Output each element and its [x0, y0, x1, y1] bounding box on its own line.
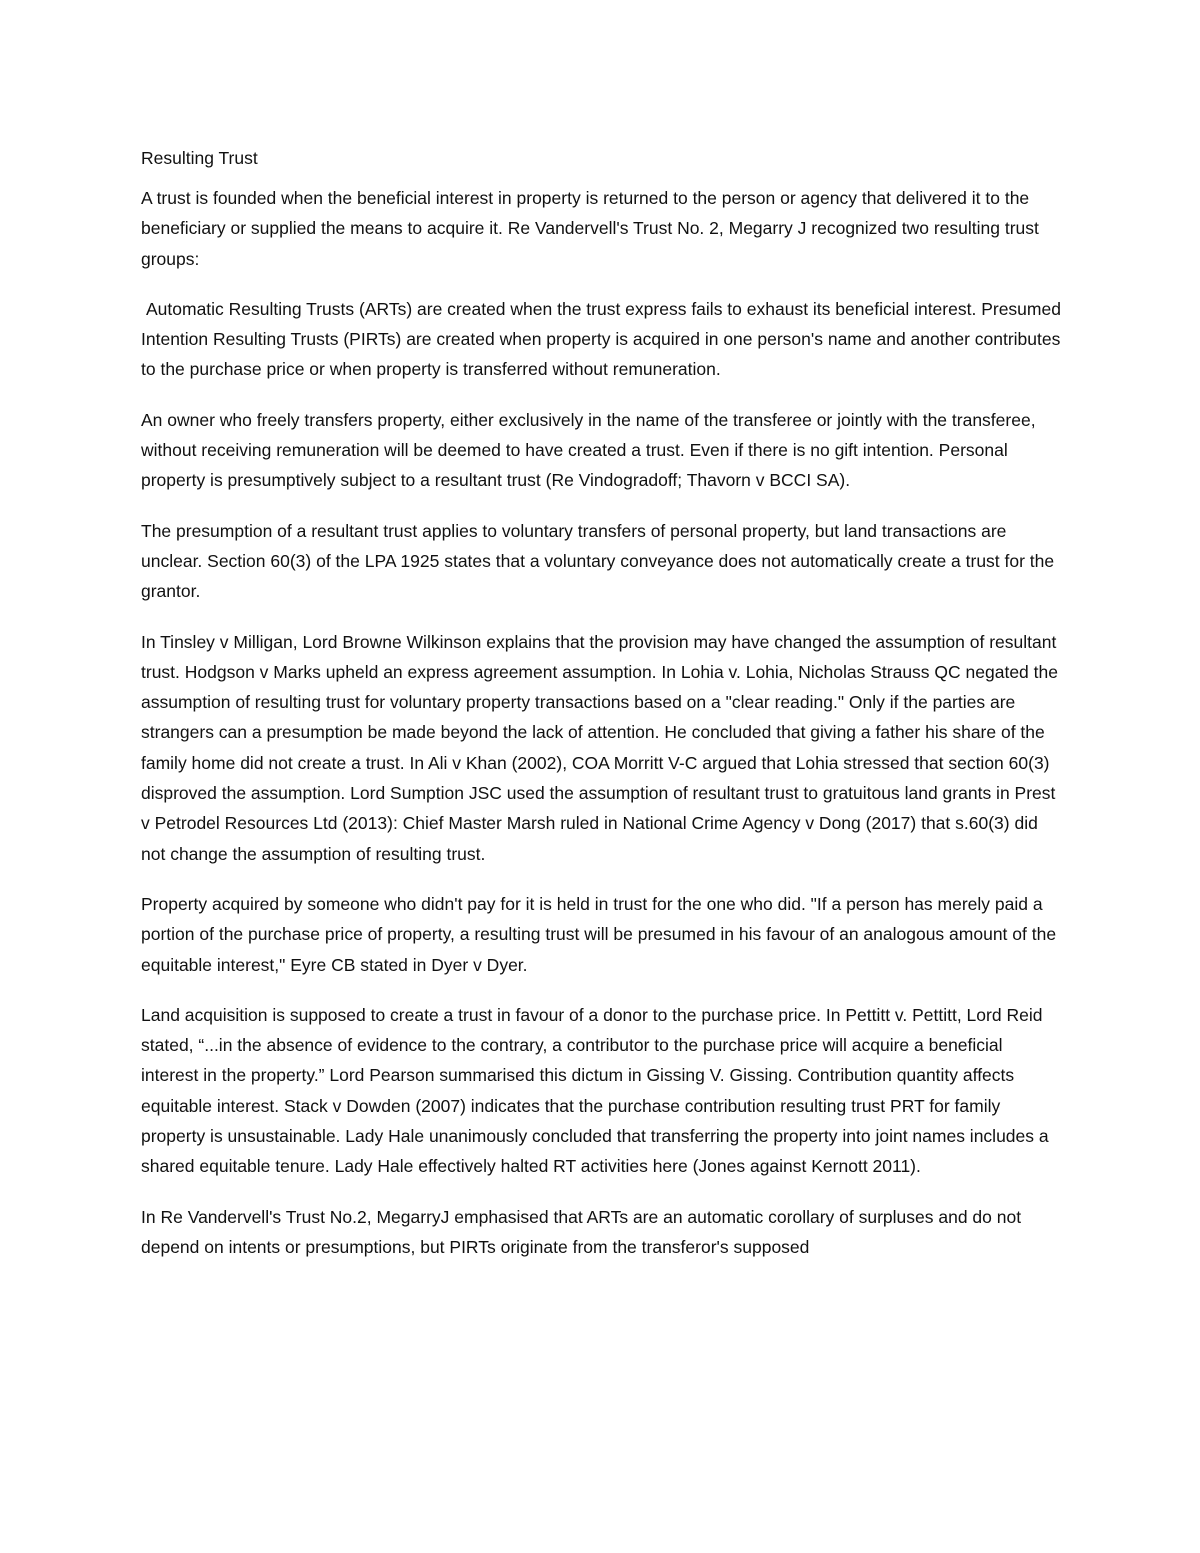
- paragraph-5: In Tinsley v Milligan, Lord Browne Wilkinson explains that the provision may have changed the assumption of resultant trust. Hodgson v Marks upheld an express agreement assumption. In Lohia v. Lohia, Nicholas Strauss QC negated the assumption of resulting trust for voluntary property transactions based on a "clear reading." Only if the parties are strangers can a presumption be made beyond the lack of attention. He concluded that giving a father his share of the family home did not create a trust. In Ali v Khan (2002), COA Morritt V-C argued that Lohia stressed that section 60(3) disproved the assumption. Lord Sumption JSC used the assumption of resultant trust to gratuitous land grants in Prest v Petrodel Resources Ltd (2013): Chief Master Marsh ruled in National Crime Agency v Dong (2017) that s.60(3) did not change the assumption of resulting trust.: [141, 631, 1058, 864]
- paragraph-8: In Re Vandervell's Trust No.2, MegarryJ emphasised that ARTs are an automatic corollary of surpluses and do not depend on intents or presumptions, but PIRTs originate from the transferor's supposed: [141, 1206, 1022, 1257]
- document-title: Resulting Trust: [141, 148, 258, 168]
- document-page: [141, 143, 1061, 1282]
- paragraph-2: Automatic Resulting Trusts (ARTs) are created when the trust express fails to exhaust its beneficial interest. Presumed Intention Resulting Trusts (PIRTs) are created when property is acquired in one person's name and another contributes to the purchase price or when property is transferred without remuneration.: [141, 298, 1061, 380]
- paragraph-3: An owner who freely transfers property, either exclusively in the name of the transferee or jointly with the transferee, without receiving remuneration will be deemed to have created a trust. Even if there is no gift intention. Personal property is presumptively subject to a resultant trust (Re Vindogradoff; Thavorn v BCCI SA).: [141, 409, 1036, 491]
- paragraph-4: The presumption of a resultant trust applies to voluntary transfers of personal property, but land transactions are unclear. Section 60(3) of the LPA 1925 states that a voluntary conveyance does not automatically create a trust for the grantor.: [141, 520, 1055, 602]
- paragraph-1: A trust is founded when the beneficial interest in property is returned to the person or agency that delivered it to the beneficiary or supplied the means to acquire it. Re Vandervell's Trust No. 2, Megarry J recognized two resulting trust groups:: [141, 188, 1039, 269]
- paragraph-6: Property acquired by someone who didn't pay for it is held in trust for the one who did. "If a person has merely paid a portion of the purchase price of property, a resulting trust will be presumed in his favour of an analogous amount of the equitable interest," Eyre CB stated in Dyer v Dyer.: [141, 893, 1057, 975]
- paragraph-7: Land acquisition is supposed to create a trust in favour of a donor to the purchase price. In Pettitt v. Pettitt, Lord Reid stated, “...in the absence of evidence to the contrary, a contributor to the purchase price will acquire a beneficial interest in the property.” Lord Pearson summarised this dictum in Gissing V. Gissing. Contribution quantity affects equitable interest. Stack v Dowden (2007) indicates that the purchase contribution resulting trust PRT for family property is unsustainable. Lady Hale unanimously concluded that transferring the property into joint names includes a shared equitable tenure. Lady Hale effectively halted RT activities here (Jones against Kernott 2011).: [141, 1004, 1049, 1177]
